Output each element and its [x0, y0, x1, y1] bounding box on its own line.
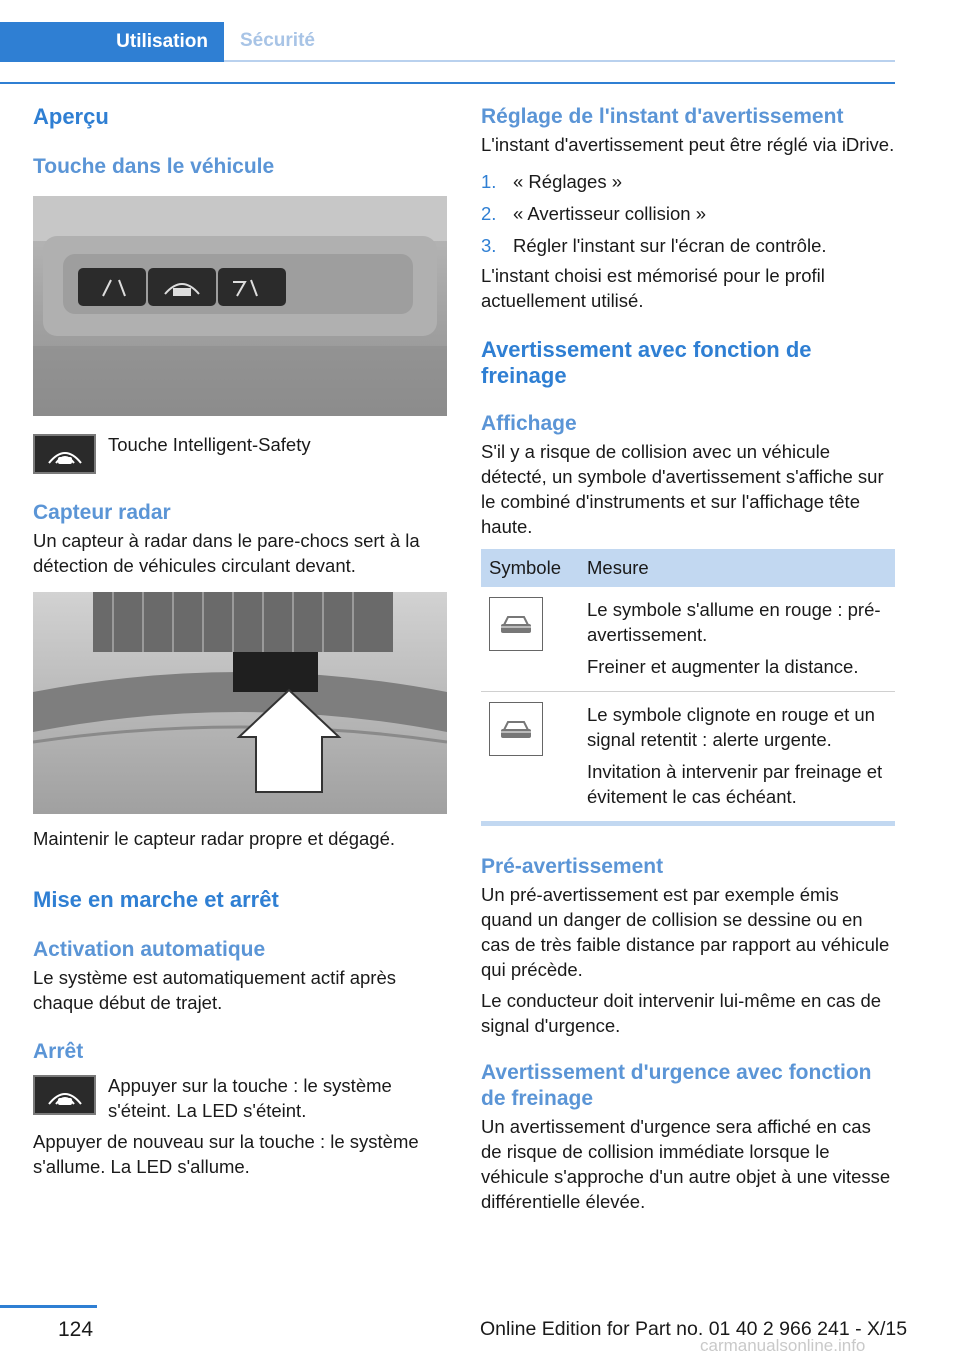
activation-text: Le système est automatiquement actif après chaque début de trajet. — [33, 967, 396, 1013]
pre-text-2: Le conducteur doit intervenir lui-même en cas de signal d'urgence. — [481, 990, 882, 1036]
heading-freinage: Avertissement avec fonction de freinage — [481, 337, 812, 388]
heading-touche: Touche dans le véhicule — [33, 155, 275, 178]
radar-sensor-photo — [33, 592, 447, 814]
row1-line2: Freiner et augmenter la distance. — [587, 656, 859, 677]
heading-urgence: Avertissement d'urgence avec fonction de freinage — [481, 1061, 872, 1110]
row2-line1: Le symbole clignote en rouge et un signal retentit : alerte urgente. — [587, 704, 875, 750]
table-header-symbole: Symbole — [481, 549, 579, 587]
reglage-steps — [481, 169, 895, 258]
heading-apercu: Aperçu — [33, 104, 109, 129]
table-end-bar — [481, 821, 895, 826]
button-panel-photo — [33, 196, 447, 416]
list-item: 2. « Avertisseur collision » — [481, 203, 706, 224]
touche-row — [33, 434, 449, 474]
intelligent-safety-icon — [33, 434, 96, 474]
pre-text: Un pré-avertissement est par exemple émis quand un danger de collision se dessine ou en cas de très faible distance par rapport au véhicule qui précède. — [481, 884, 890, 980]
touche-caption: Touche Intelligent-Safety — [108, 434, 311, 455]
button-panel-illustration — [33, 196, 447, 416]
table-header-mesure: Mesure — [579, 549, 895, 587]
table-row — [481, 587, 895, 692]
arret-row — [33, 1075, 449, 1123]
heading-mise-en-marche: Mise en marche et arrêt — [33, 887, 279, 912]
right-column — [481, 100, 895, 1214]
capteur-text: Un capteur à radar dans le pare-chocs sert à la détection de véhicules circulant devant. — [33, 530, 420, 576]
symbol-table — [481, 549, 895, 821]
reglage-text: L'instant d'avertissement peut être réglé via iDrive. — [481, 134, 895, 155]
heading-arret: Arrêt — [33, 1040, 84, 1063]
affichage-text: S'il y a risque de collision avec un véhicule détecté, un symbole d'avertissement s'affiche sur le combiné d'instruments et sur l'affichage tête haute. — [481, 441, 884, 537]
row1-line1: Le symbole s'allume en rouge : pré-avertissement. — [587, 599, 881, 645]
left-column — [33, 100, 449, 1179]
list-item: 1. « Réglages » — [481, 171, 623, 192]
intelligent-safety-icon-arret — [33, 1075, 96, 1115]
capteur-note: Maintenir le capteur radar propre et dégagé. — [33, 828, 395, 849]
list-item: 3. Régler l'instant sur l'écran de contrôle. — [481, 235, 827, 256]
heading-capteur: Capteur radar — [33, 501, 171, 524]
header-tabs — [0, 22, 895, 62]
reglage-memo: L'instant choisi est mémorisé pour le profil actuellement utilisé. — [481, 265, 825, 311]
page-number: 124 — [58, 1318, 94, 1341]
row2-line2: Invitation à intervenir par freinage et évitement le cas échéant. — [587, 761, 883, 807]
car-warning-icon — [489, 702, 543, 756]
watermark: carmanualsonline.info — [700, 1336, 866, 1355]
arret-text: Appuyer sur la touche : le système s'éteint. La LED s'éteint. — [108, 1075, 392, 1121]
heading-activation: Activation automatique — [33, 938, 266, 961]
heading-pre-avertissement: Pré-avertissement — [481, 855, 664, 878]
urgence-text: Un avertissement d'urgence sera affiché en cas de risque de collision immédiate lorsque le véhicule s'approche d'un autre objet à une vitesse différentielle élevée. — [481, 1116, 891, 1212]
radar-sensor-illustration — [33, 592, 447, 814]
footer-line — [0, 1305, 97, 1308]
table-row — [481, 692, 895, 822]
tab-underline — [0, 82, 895, 84]
heading-affichage: Affichage — [481, 412, 577, 435]
tab-utilisation[interactable]: Utilisation — [0, 22, 224, 62]
car-warning-icon — [489, 597, 543, 651]
heading-reglage: Réglage de l'instant d'avertissement — [481, 105, 844, 128]
tab-securite[interactable]: Sécurité — [224, 22, 895, 62]
arret-text-2: Appuyer de nouveau sur la touche : le système s'allume. La LED s'allume. — [33, 1131, 419, 1177]
edition-text: Online Edition for Part no. 01 40 2 966 241 - X/15 — [480, 1318, 908, 1340]
